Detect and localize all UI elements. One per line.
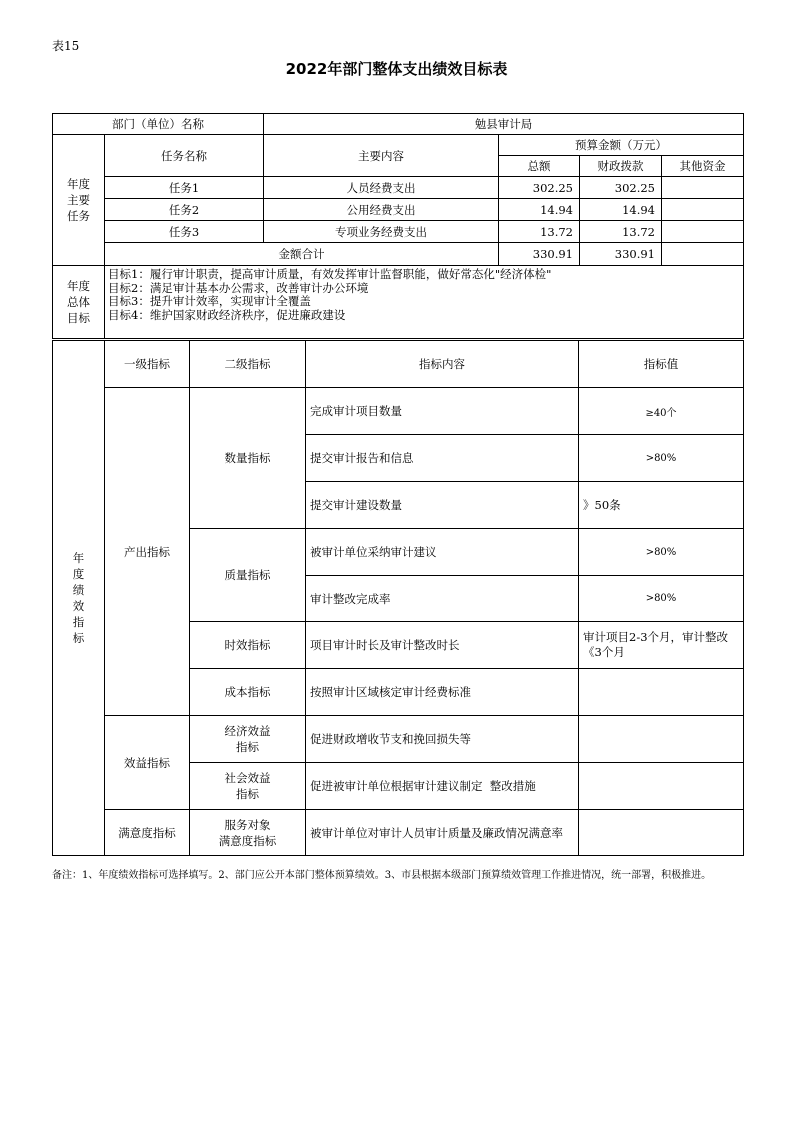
sum-other [662, 243, 744, 266]
quantity-indicator-label: 数量指标 [190, 388, 306, 529]
task-other [662, 177, 744, 199]
footnote: 备注：1、年度绩效指标可选择填写。2、部门应公开本部门整体预算绩效。3、市县根据本级部门预算绩效管理工作推进情况，统一部署，积极推进。 [52, 870, 712, 881]
task-fiscal: 302.25 [580, 177, 662, 199]
content-header: 主要内容 [264, 135, 499, 177]
social-indicator-label: 社会效益 指标 [190, 763, 306, 810]
output-indicator-label: 产出指标 [105, 388, 190, 716]
task-other [662, 221, 744, 243]
task-fiscal: 13.72 [580, 221, 662, 243]
indicator-value: ≥40个 [579, 388, 744, 435]
indicator-content: 项目审计时长及审计整改时长 [306, 622, 579, 669]
task-total: 13.72 [499, 221, 580, 243]
indicator-value: >80% [579, 576, 744, 622]
indicator-content: 审计整改完成率 [306, 576, 579, 622]
cost-indicator-label: 成本指标 [190, 669, 306, 716]
task-name: 任务1 [105, 177, 264, 199]
indicator-content: 按照审计区域核定审计经费标准 [306, 669, 579, 716]
timeliness-indicator-label: 时效指标 [190, 622, 306, 669]
sum-total: 330.91 [499, 243, 580, 266]
indicator-value: 审计项目2-3个月，审计整改《3个月 [579, 622, 744, 669]
indicator-content: 促进财政增收节支和挽回损失等 [306, 716, 579, 763]
level1-header: 一级指标 [105, 341, 190, 388]
indicator-value: >80% [579, 529, 744, 576]
sum-label: 金额合计 [105, 243, 499, 266]
indicator-content: 被审计单位采纳审计建议 [306, 529, 579, 576]
benefit-indicator-label: 效益指标 [105, 716, 190, 810]
indicator-value-header: 指标值 [579, 341, 744, 388]
main-tasks-label: 年度 主要 任务 [53, 135, 105, 266]
indicator-value [579, 669, 744, 716]
level2-header: 二级指标 [190, 341, 306, 388]
satisfaction-indicator-label: 满意度指标 [105, 810, 190, 856]
indicator-value [579, 810, 744, 856]
indicator-content: 被审计单位对审计人员审计质量及廉政情况满意率 [306, 810, 579, 856]
indicator-value: 》50条 [579, 482, 744, 529]
task-content: 人员经费支出 [264, 177, 499, 199]
overall-goals-text: 目标1：履行审计职责，提高审计质量，有效发挥审计监督职能，做好常态化"经济体检" 目标2：满足审计基本办公需求，改善审计办公环境 目标3：提升审计效率，实现审计全覆盖 目标4：维护国家财政经济秩序，促进廉政建设 [105, 266, 744, 339]
indicator-content: 完成审计项目数量 [306, 388, 579, 435]
dept-label: 部门（单位）名称 [53, 114, 264, 135]
task-content: 专项业务经费支出 [264, 221, 499, 243]
task-name-header: 任务名称 [105, 135, 264, 177]
total-header: 总额 [499, 156, 580, 177]
indicator-value [579, 763, 744, 810]
quality-indicator-label: 质量指标 [190, 529, 306, 622]
indicators-label: 年 度 绩 效 指 标 [53, 341, 105, 856]
fiscal-header: 财政拨款 [580, 156, 662, 177]
task-total: 302.25 [499, 177, 580, 199]
task-name: 任务2 [105, 199, 264, 221]
table-number: 表15 [52, 39, 80, 53]
task-content: 公用经费支出 [264, 199, 499, 221]
sum-fiscal: 330.91 [580, 243, 662, 266]
task-other [662, 199, 744, 221]
indicator-content: 促进被审计单位根据审计建议制定 整改措施 [306, 763, 579, 810]
task-total: 14.94 [499, 199, 580, 221]
indicator-content-header: 指标内容 [306, 341, 579, 388]
budget-header: 预算金额（万元） [499, 135, 744, 156]
economic-indicator-label: 经济效益 指标 [190, 716, 306, 763]
task-name: 任务3 [105, 221, 264, 243]
indicator-value: >80% [579, 435, 744, 482]
budget-table [52, 113, 744, 339]
indicator-content: 提交审计报告和信息 [306, 435, 579, 482]
indicator-content: 提交审计建设数量 [306, 482, 579, 529]
indicator-table [52, 340, 744, 856]
overall-goals-label: 年度 总体 目标 [53, 266, 105, 339]
indicator-value [579, 716, 744, 763]
task-fiscal: 14.94 [580, 199, 662, 221]
dept-value: 勉县审计局 [264, 114, 744, 135]
other-header: 其他资金 [662, 156, 744, 177]
page-title: 2022年部门整体支出绩效目标表 [285, 60, 508, 78]
satisfaction-sub-label: 服务对象 满意度指标 [190, 810, 306, 856]
